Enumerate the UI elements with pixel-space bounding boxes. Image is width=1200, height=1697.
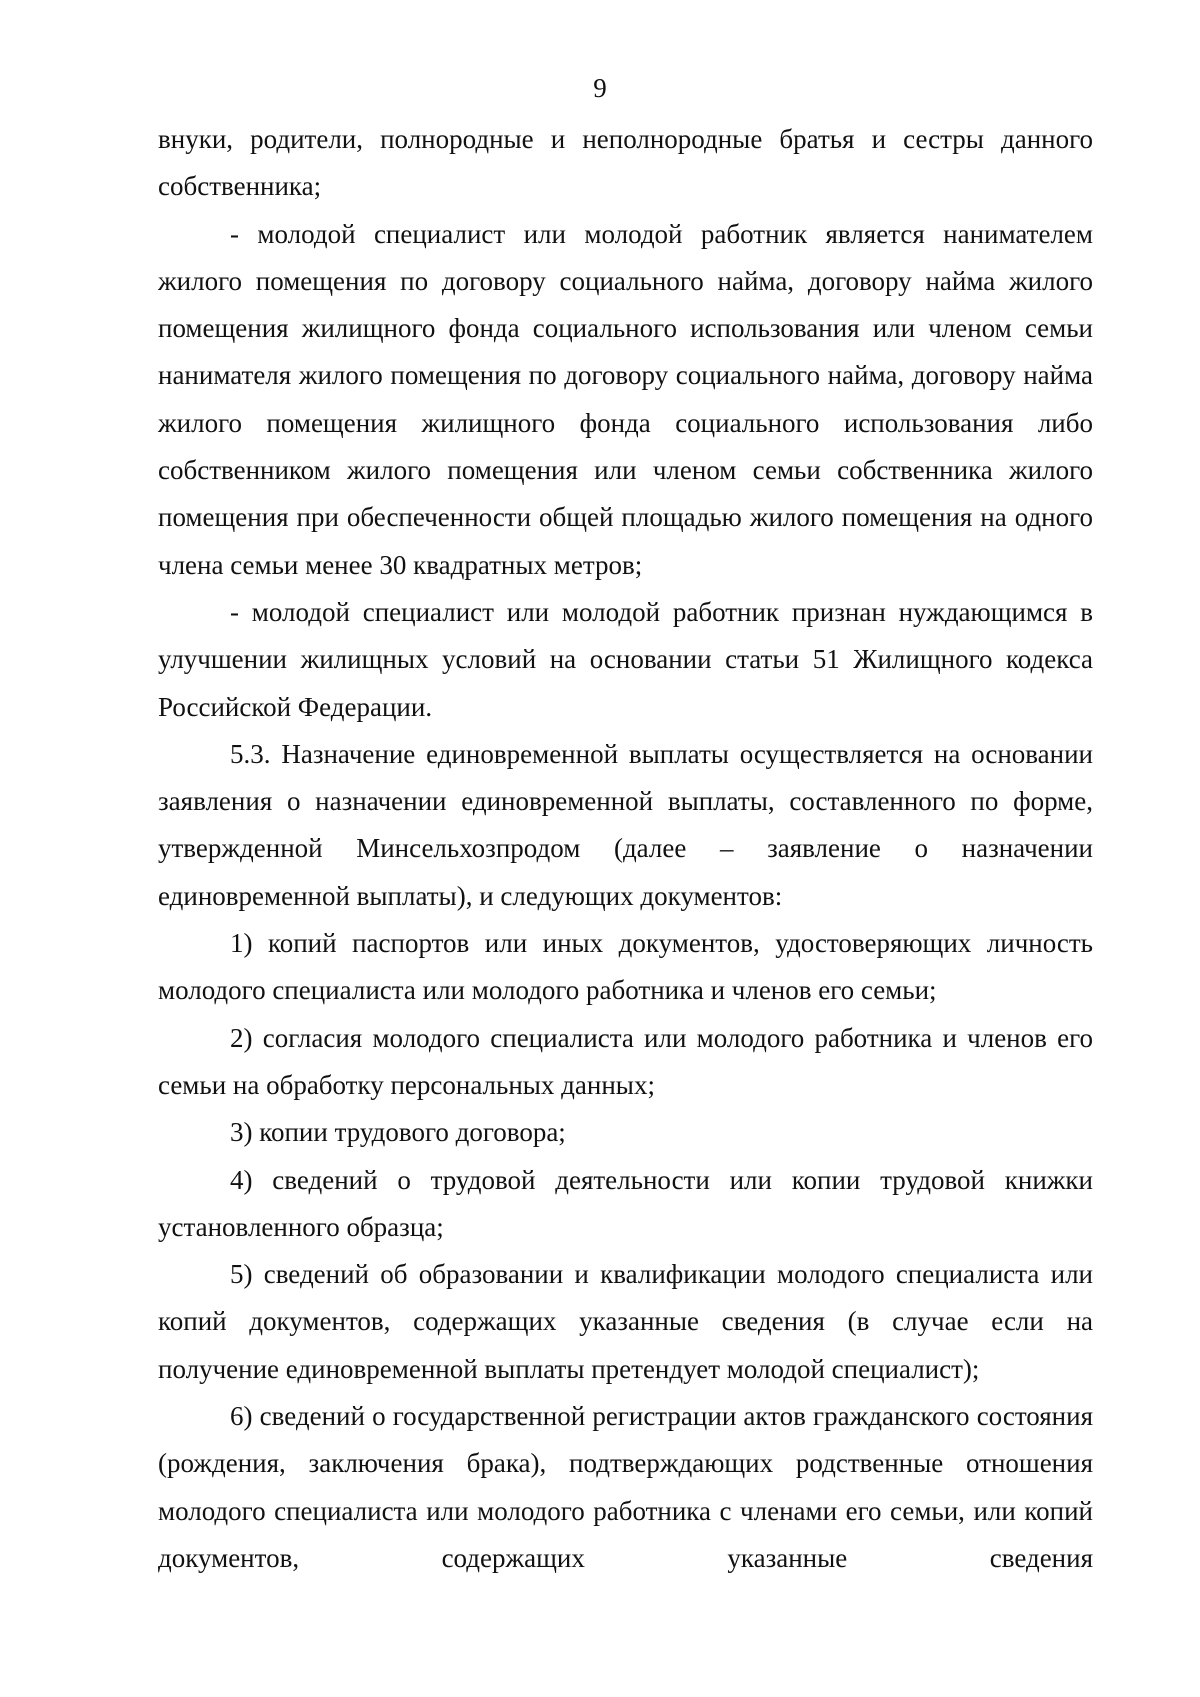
paragraph-8: 4) сведений о трудовой деятельности или копии трудовой книжки установленного образца;	[158, 1164, 1093, 1242]
paragraph-1: внуки, родители, полнородные и неполнородные братья и сестры данного собственника;	[158, 124, 1093, 202]
paragraph-7: 3) копии трудового договора;	[230, 1117, 566, 1148]
document-body	[158, 116, 1093, 1582]
paragraph-10: 6) сведений о государственной регистрации актов гражданского состояния (рождения, заключения брака), подтверждающих родственные отношения молодого специалиста или молодого работника с членами его семьи, или копий документов, содержащих указанные сведения	[158, 1401, 1093, 1573]
page-number: 9	[593, 73, 607, 103]
paragraph-9: 5) сведений об образовании и квалификации молодого специалиста или копий документов, содержащих указанные сведения (в случае если на получение единовременной выплаты претендует молодой специалист);	[158, 1259, 1093, 1384]
paragraph-6: 2) согласия молодого специалиста или молодого работника и членов его семьи на обработку персональных данных;	[158, 1022, 1093, 1100]
paragraph-2: - молодой специалист или молодой работник является нанимателем жилого помещения по договору социального найма, договору найма жилого помещения жилищного фонда социального использования или членом семьи нанимателя жилого помещения по договору социального найма, договору найма жилого помещения жилищного фонда социального использования либо собственником жилого помещения или членом семьи собственника жилого помещения при обеспеченности общей площадью жилого помещения на одного члена семьи менее 30 квадратных метров;	[158, 218, 1093, 580]
paragraph-5: 1) копий паспортов или иных документов, удостоверяющих личность молодого специалиста или молодого работника и членов его семьи;	[158, 928, 1093, 1006]
paragraph-4: 5.3. Назначение единовременной выплаты осуществляется на основании заявления о назначении единовременной выплаты, составленного по форме, утвержденной Минсельхозпродом (далее – заявление о назначении единовременной выплаты), и следующих документов:	[158, 738, 1093, 911]
paragraph-3: - молодой специалист или молодой работник признан нуждающимся в улучшении жилищных условий на основании статьи 51 Жилищного кодекса Российской Федерации.	[158, 596, 1093, 722]
